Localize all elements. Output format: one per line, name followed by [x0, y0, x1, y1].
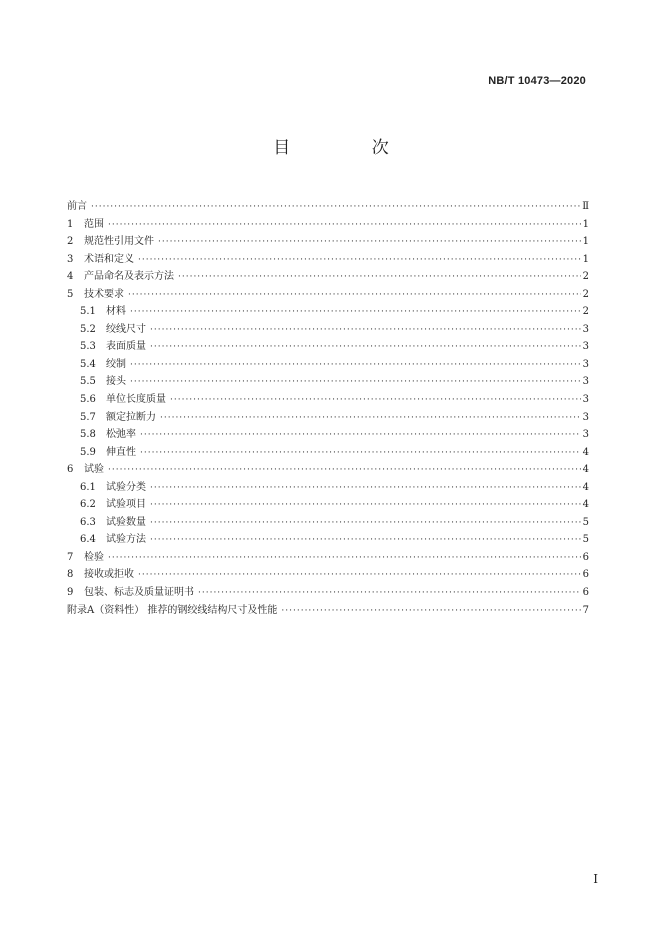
toc-entry-page: 4: [582, 464, 589, 476]
toc-leader-dots: [178, 269, 581, 287]
toc-entry-text: 接头: [106, 376, 126, 388]
toc-entry-number: 6.3: [80, 516, 96, 528]
toc-entry-label: [80, 514, 146, 532]
toc-entry[interactable]: [67, 356, 589, 374]
toc-entry-number: 4: [67, 271, 74, 283]
toc-entry-text: 产品命名及表示方法: [84, 271, 174, 283]
toc-entry-page: 3: [582, 429, 589, 441]
toc-entry-page: 4: [582, 481, 589, 493]
toc-entry-label: [80, 356, 126, 374]
standard-code: NB/T 10473—2020: [488, 75, 586, 87]
toc-leader-dots: [140, 445, 581, 463]
toc-entry-text: 绞线尺寸: [106, 323, 146, 335]
toc-entry-number: 2: [67, 236, 74, 248]
toc-entry[interactable]: [67, 373, 589, 391]
toc-entry-page: 2: [582, 306, 589, 318]
toc-entry-text: 试验: [84, 464, 104, 476]
toc-entry-text: 额定拉断力: [106, 411, 156, 423]
toc-entry-label: [67, 549, 104, 567]
toc-entry-number: 8: [67, 569, 74, 581]
toc-entry-page: Ⅱ: [582, 201, 589, 212]
toc-entry-number: 5.7: [80, 411, 96, 423]
toc-entry-page: 1: [582, 253, 589, 265]
toc-entry-page: 1: [582, 236, 589, 248]
toc-entry[interactable]: [67, 426, 589, 444]
toc-leader-dots: [140, 427, 581, 445]
toc-entry-text: 附录A（资料性） 推荐的钢绞线结构尺寸及性能: [67, 604, 278, 616]
toc-leader-dots: [108, 550, 581, 568]
toc-entry-page: 2: [582, 288, 589, 300]
toc-entry-label: [67, 198, 87, 216]
toc-entry[interactable]: [67, 233, 589, 251]
toc-entry-number: 5.2: [80, 323, 96, 335]
toc-entry-page: 5: [582, 516, 589, 528]
toc-entry-label: [67, 251, 134, 269]
toc-entry-number: 6.2: [80, 499, 96, 511]
page-title: 目 次: [273, 138, 427, 158]
toc-entry[interactable]: [67, 479, 589, 497]
toc-entry-text: 单位长度质量: [106, 394, 166, 406]
toc-entry[interactable]: [67, 409, 589, 427]
toc-entry-text: 规范性引用文件: [84, 236, 154, 248]
page-number: I: [593, 872, 598, 886]
toc-entry[interactable]: [67, 338, 589, 356]
toc-entry-label: [67, 584, 194, 602]
toc-entry[interactable]: [67, 584, 589, 602]
toc-entry[interactable]: [67, 321, 589, 339]
toc-entry-page: 3: [582, 394, 589, 406]
toc-leader-dots: [138, 567, 581, 585]
toc-entry-text: 包装、标志及质量证明书: [84, 587, 194, 599]
toc-entry-text: 试验数量: [106, 516, 146, 528]
toc-entry[interactable]: [67, 444, 589, 462]
toc-entry-page: 6: [582, 551, 589, 563]
toc-leader-dots: [281, 603, 580, 621]
toc-entry[interactable]: [67, 566, 589, 584]
toc-entry-page: 7: [582, 604, 589, 616]
toc-entry-page: 5: [582, 534, 589, 546]
toc-entry-text: 试验方法: [106, 534, 146, 546]
toc-entry-text: 试验分类: [106, 481, 146, 493]
toc-entry[interactable]: [67, 514, 589, 532]
toc-leader-dots: [91, 199, 580, 217]
toc-leader-dots: [198, 585, 581, 603]
toc-entry-page: 3: [582, 376, 589, 388]
toc-entry[interactable]: [67, 286, 589, 304]
toc-entry[interactable]: [67, 461, 589, 479]
toc-entry-text: 绞制: [106, 358, 126, 370]
toc-entry-text: 术语和定义: [84, 253, 134, 265]
toc-entry-number: 5.5: [80, 376, 96, 388]
toc-entry-label: [67, 286, 124, 304]
toc-entry-label: [80, 338, 146, 356]
toc-leader-dots: [170, 392, 581, 410]
toc-entry-number: 6.4: [80, 534, 96, 546]
toc-entry-text: 接收或拒收: [84, 569, 134, 581]
toc-entry[interactable]: [67, 268, 589, 286]
toc-leader-dots: [108, 462, 581, 480]
toc-entry[interactable]: [67, 496, 589, 514]
toc-leader-dots: [130, 357, 581, 375]
toc-entry-number: 1: [67, 218, 74, 230]
toc-leader-dots: [150, 339, 581, 357]
toc-entry-number: 7: [67, 551, 74, 563]
toc-entry-text: 技术要求: [84, 288, 124, 300]
toc-entry-label: [80, 373, 126, 391]
toc-entry-number: 6: [67, 464, 74, 476]
toc-entry-text: 材料: [106, 306, 126, 318]
toc-entry-label: [80, 531, 146, 549]
toc-entry-page: 3: [582, 323, 589, 335]
toc-entry-label: [80, 479, 146, 497]
toc-entry-page: 4: [582, 446, 589, 458]
toc-entry-page: 3: [582, 341, 589, 353]
toc-entry-number: 3: [67, 253, 74, 265]
toc-entry-label: [67, 233, 154, 251]
toc-leader-dots: [138, 252, 581, 270]
toc-entry-label: [80, 426, 136, 444]
toc-entry-label: [80, 444, 136, 462]
toc-leader-dots: [158, 234, 581, 252]
toc-leader-dots: [130, 374, 581, 392]
toc-leader-dots: [128, 287, 581, 305]
toc-entry[interactable]: [67, 303, 589, 321]
toc-leader-dots: [150, 497, 581, 515]
toc-leader-dots: [150, 480, 581, 498]
toc-entry-number: 5.1: [80, 306, 96, 318]
toc-entry-text: 表面质量: [106, 341, 146, 353]
toc-entry-number: 6.1: [80, 481, 96, 493]
toc-leader-dots: [130, 304, 581, 322]
toc-entry-label: [80, 496, 146, 514]
toc-entry-page: 3: [582, 411, 589, 423]
toc-entry[interactable]: [67, 198, 589, 216]
toc-entry-label: [80, 303, 126, 321]
toc-entry-number: 5.8: [80, 429, 96, 441]
toc-entry[interactable]: [67, 391, 589, 409]
toc-entry-number: 5.9: [80, 446, 96, 458]
toc-entry-number: 9: [67, 587, 74, 599]
toc-leader-dots: [160, 410, 581, 428]
toc-entry-page: 3: [582, 358, 589, 370]
toc-leader-dots: [108, 217, 581, 235]
toc-leader-dots: [150, 322, 581, 340]
toc-entry[interactable]: [67, 602, 589, 620]
toc-entry[interactable]: [67, 531, 589, 549]
toc-entry-label: [80, 321, 146, 339]
toc-entry-page: 1: [582, 218, 589, 230]
toc-entry-number: 5.4: [80, 358, 96, 370]
toc-entry[interactable]: [67, 549, 589, 567]
toc-entry-label: [67, 461, 104, 479]
toc-entry-number: 5.6: [80, 394, 96, 406]
toc-entry-label: [67, 268, 174, 286]
toc-entry-text: 范围: [84, 218, 104, 230]
table-of-contents: [67, 198, 589, 619]
toc-entry-number: 5: [67, 288, 74, 300]
toc-entry-number: 5.3: [80, 341, 96, 353]
toc-entry[interactable]: [67, 216, 589, 234]
toc-entry-text: 松弛率: [106, 429, 136, 441]
toc-entry-label: [67, 216, 104, 234]
toc-entry-text: 前言: [67, 201, 87, 212]
toc-entry-page: 6: [582, 587, 589, 599]
toc-leader-dots: [150, 515, 581, 533]
toc-leader-dots: [150, 532, 581, 550]
toc-entry-page: 4: [582, 499, 589, 511]
toc-entry-label: [67, 602, 277, 620]
toc-entry-label: [80, 409, 156, 427]
toc-entry-page: 6: [582, 569, 589, 581]
toc-entry-label: [80, 391, 166, 409]
toc-entry-text: 伸直性: [106, 446, 136, 458]
toc-entry-text: 检验: [84, 551, 104, 563]
toc-entry-label: [67, 566, 134, 584]
toc-entry[interactable]: [67, 251, 589, 269]
toc-entry-page: 2: [582, 271, 589, 283]
toc-entry-text: 试验项目: [106, 499, 146, 511]
